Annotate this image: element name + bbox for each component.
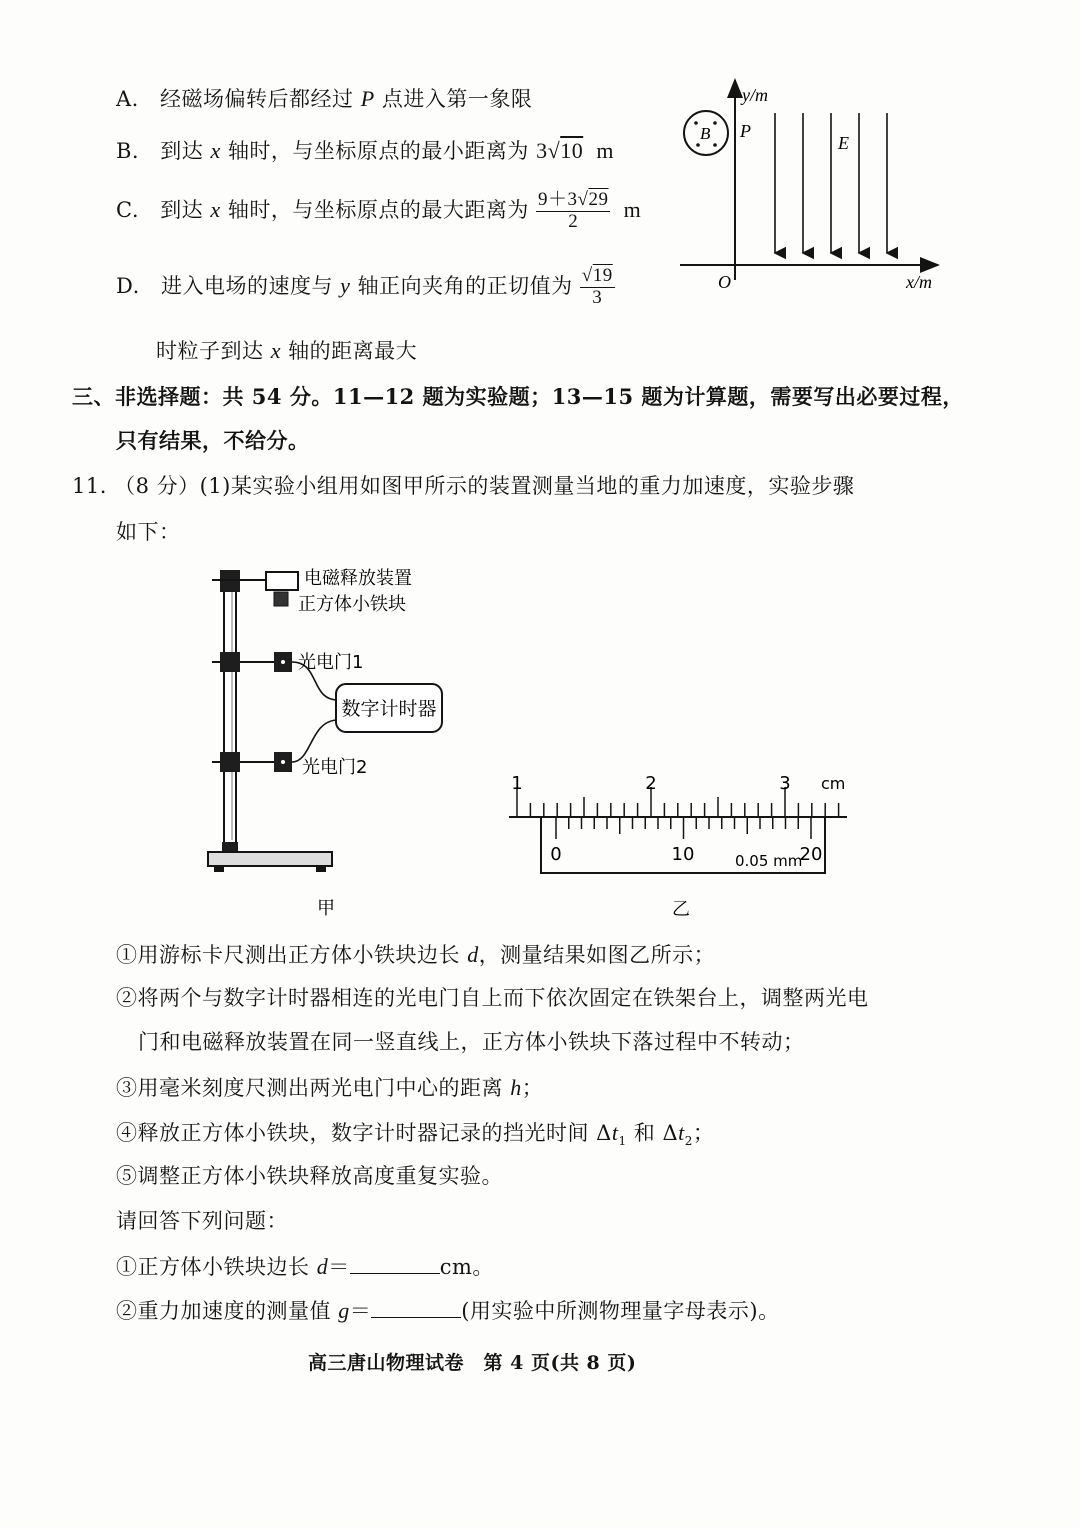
option-b-text: 到达 xyxy=(160,139,204,163)
option-d-text2: 轴正向夹角的正切值为 xyxy=(357,273,573,298)
option-d-continued xyxy=(156,338,417,364)
step-2a: ②将两个与数字计时器相连的光电门自上而下依次固定在铁架台上，调整两光电 xyxy=(116,986,869,1010)
question-2-text2: (用实验中所测物理量字母表示)。 xyxy=(461,1299,780,1323)
field-dot-icon xyxy=(694,121,698,125)
question-2-text: ②重力加速度的测量值 xyxy=(116,1299,331,1323)
question-2-eq: ＝ xyxy=(349,1299,372,1323)
option-b: B. 到达 x 轴时，与坐标原点的最小距离为 3√10 m xyxy=(116,138,615,163)
page-footer: 高三唐山物理试卷 第 4 页(共 8 页) xyxy=(308,1352,637,1374)
unit-label: cm xyxy=(821,774,846,793)
option-a xyxy=(116,86,532,112)
x-axis-label: x/m xyxy=(906,272,932,292)
option-d-cont-text: 时粒子到达 xyxy=(156,339,264,363)
question-1-eq: ＝ xyxy=(328,1255,350,1279)
stand-pole xyxy=(224,572,236,852)
y-axis-label: y/m xyxy=(742,85,768,105)
step-3-var: h xyxy=(510,1075,522,1100)
vernier-num: 0 xyxy=(550,844,562,865)
option-b-unit: m xyxy=(596,138,615,163)
option-c-var: x xyxy=(210,196,221,222)
option-b-var: x xyxy=(210,138,221,163)
option-c-den: 2 xyxy=(568,210,579,232)
option-d-fraction: $\frac{√19}{3}$ xyxy=(581,265,613,308)
answer-blank-d[interactable] xyxy=(350,1255,440,1274)
field-figure xyxy=(670,75,950,305)
step-3-text2: ； xyxy=(521,1076,544,1100)
step-1-text: ①用游标卡尺测出正方体小铁块边长 xyxy=(116,943,460,967)
apparatus-figure xyxy=(200,560,480,920)
step-2b: 门和电磁释放装置在同一竖直线上，正方体小铁块下落过程中不转动； xyxy=(138,1030,805,1054)
option-a-label: A. xyxy=(116,87,139,111)
step-5: ⑤调整正方体小铁块释放高度重复实验。 xyxy=(116,1164,503,1188)
step-4-text: ④释放正方体小铁块，数字计时器记录的挡光时间 Δ xyxy=(116,1121,612,1145)
option-a-var: P xyxy=(360,86,375,111)
section3-line1: 三、非选择题：共 54 分。11—12 题为实验题；13—15 题为计算题，需要写出必要过程， xyxy=(72,384,964,409)
option-c-label: C. xyxy=(116,197,139,222)
question-1-text: ①正方体小铁块边长 xyxy=(116,1255,310,1279)
option-d-label: D. xyxy=(116,273,140,298)
gate2-label: 光电门2 xyxy=(302,757,368,778)
option-d-cont-text2: 轴的距离最大 xyxy=(288,339,418,363)
question-1-unit: cm。 xyxy=(439,1255,494,1279)
electric-field-lines xyxy=(775,113,887,253)
option-d-num-rad: 19 xyxy=(592,265,613,286)
iron-block xyxy=(274,592,288,606)
vernier-num: 10 xyxy=(671,844,695,865)
option-c-unit: m xyxy=(623,196,642,222)
precision-label: 0.05 mm xyxy=(735,852,803,870)
step-4-sub2: 2 xyxy=(684,1134,693,1149)
main-scale xyxy=(509,787,847,817)
step-3-text: ③用毫米刻度尺测出两光电门中心的距离 xyxy=(116,1076,503,1100)
release-device xyxy=(266,572,298,590)
option-d-cont-var: x xyxy=(270,338,281,363)
section3-line2: 只有结果，不给分。 xyxy=(116,428,310,453)
question-1-var: d xyxy=(316,1254,329,1279)
step-3 xyxy=(116,1075,543,1101)
question-1 xyxy=(116,1254,494,1280)
step-1-var: d xyxy=(467,942,479,967)
main-scale-num: 3 xyxy=(779,773,791,794)
question-2-var: g xyxy=(338,1298,350,1323)
wire-2 xyxy=(292,720,338,762)
option-d xyxy=(116,266,615,309)
option-c-fraction: $\frac{9+3√29}{2}$ xyxy=(538,189,609,232)
main-scale-num: 2 xyxy=(645,773,657,794)
caliper-caption: 乙 xyxy=(672,899,690,920)
option-b-radicand: 10 xyxy=(560,138,584,163)
option-c-num: 9＋3 xyxy=(538,189,578,210)
step-4-text2: ； xyxy=(692,1121,715,1145)
gate1-label: 光电门1 xyxy=(298,652,364,673)
caliper-figure xyxy=(505,765,865,925)
p-label: P xyxy=(740,121,751,141)
step-4 xyxy=(116,1120,714,1149)
option-b-coef: 3 xyxy=(536,138,548,163)
option-b-text2: 轴时，与坐标原点的最小距离为 xyxy=(227,139,529,163)
gate1-clamp xyxy=(220,652,240,672)
q11-line2: 如下： xyxy=(116,520,181,544)
question-2 xyxy=(116,1298,780,1324)
step-4-mid: 和 Δ xyxy=(626,1121,679,1145)
option-d-text: 进入电场的速度与 xyxy=(160,273,333,298)
option-b-label: B. xyxy=(116,139,140,163)
option-c-text2: 轴时，与坐标原点的最大距离为 xyxy=(227,197,529,222)
step-4-sub1: 1 xyxy=(618,1134,627,1149)
vernier-num: 20 xyxy=(799,844,823,865)
e-label: E xyxy=(838,133,849,153)
option-a-text2: 点进入第一象限 xyxy=(381,87,533,111)
field-dot-icon xyxy=(713,121,717,125)
release-label: 电磁释放装置 xyxy=(304,568,412,589)
option-d-var: y xyxy=(340,272,351,298)
apparatus-caption: 甲 xyxy=(317,898,335,919)
timer-label: 数字计时器 xyxy=(341,698,437,720)
origin-label: O xyxy=(718,272,731,292)
step-4-t2: t xyxy=(678,1120,685,1145)
option-c xyxy=(116,190,641,233)
block-label: 正方体小铁块 xyxy=(298,594,406,615)
stand-base xyxy=(208,852,332,866)
field-dot-icon xyxy=(713,143,717,147)
questions-prompt: 请回答下列问题： xyxy=(116,1209,288,1233)
step-1-text2: ，测量结果如图乙所示； xyxy=(478,943,716,967)
option-c-num-rad: 29 xyxy=(588,189,609,210)
option-d-den: 3 xyxy=(592,286,603,308)
gate2-clamp xyxy=(220,752,240,772)
option-c-text: 到达 xyxy=(160,197,204,222)
q11-line1: 11. （8 分）(1)某实验小组用如图甲所示的装置测量当地的重力加速度，实验步骤 xyxy=(72,474,855,498)
option-a-text: 经磁场偏转后都经过 xyxy=(160,87,354,111)
answer-blank-g[interactable] xyxy=(371,1299,461,1318)
field-dot-icon xyxy=(696,143,700,147)
b-label: B xyxy=(700,124,711,143)
step-4-t1: t xyxy=(611,1120,619,1145)
step-1 xyxy=(116,942,715,968)
main-scale-num: 1 xyxy=(511,773,523,794)
